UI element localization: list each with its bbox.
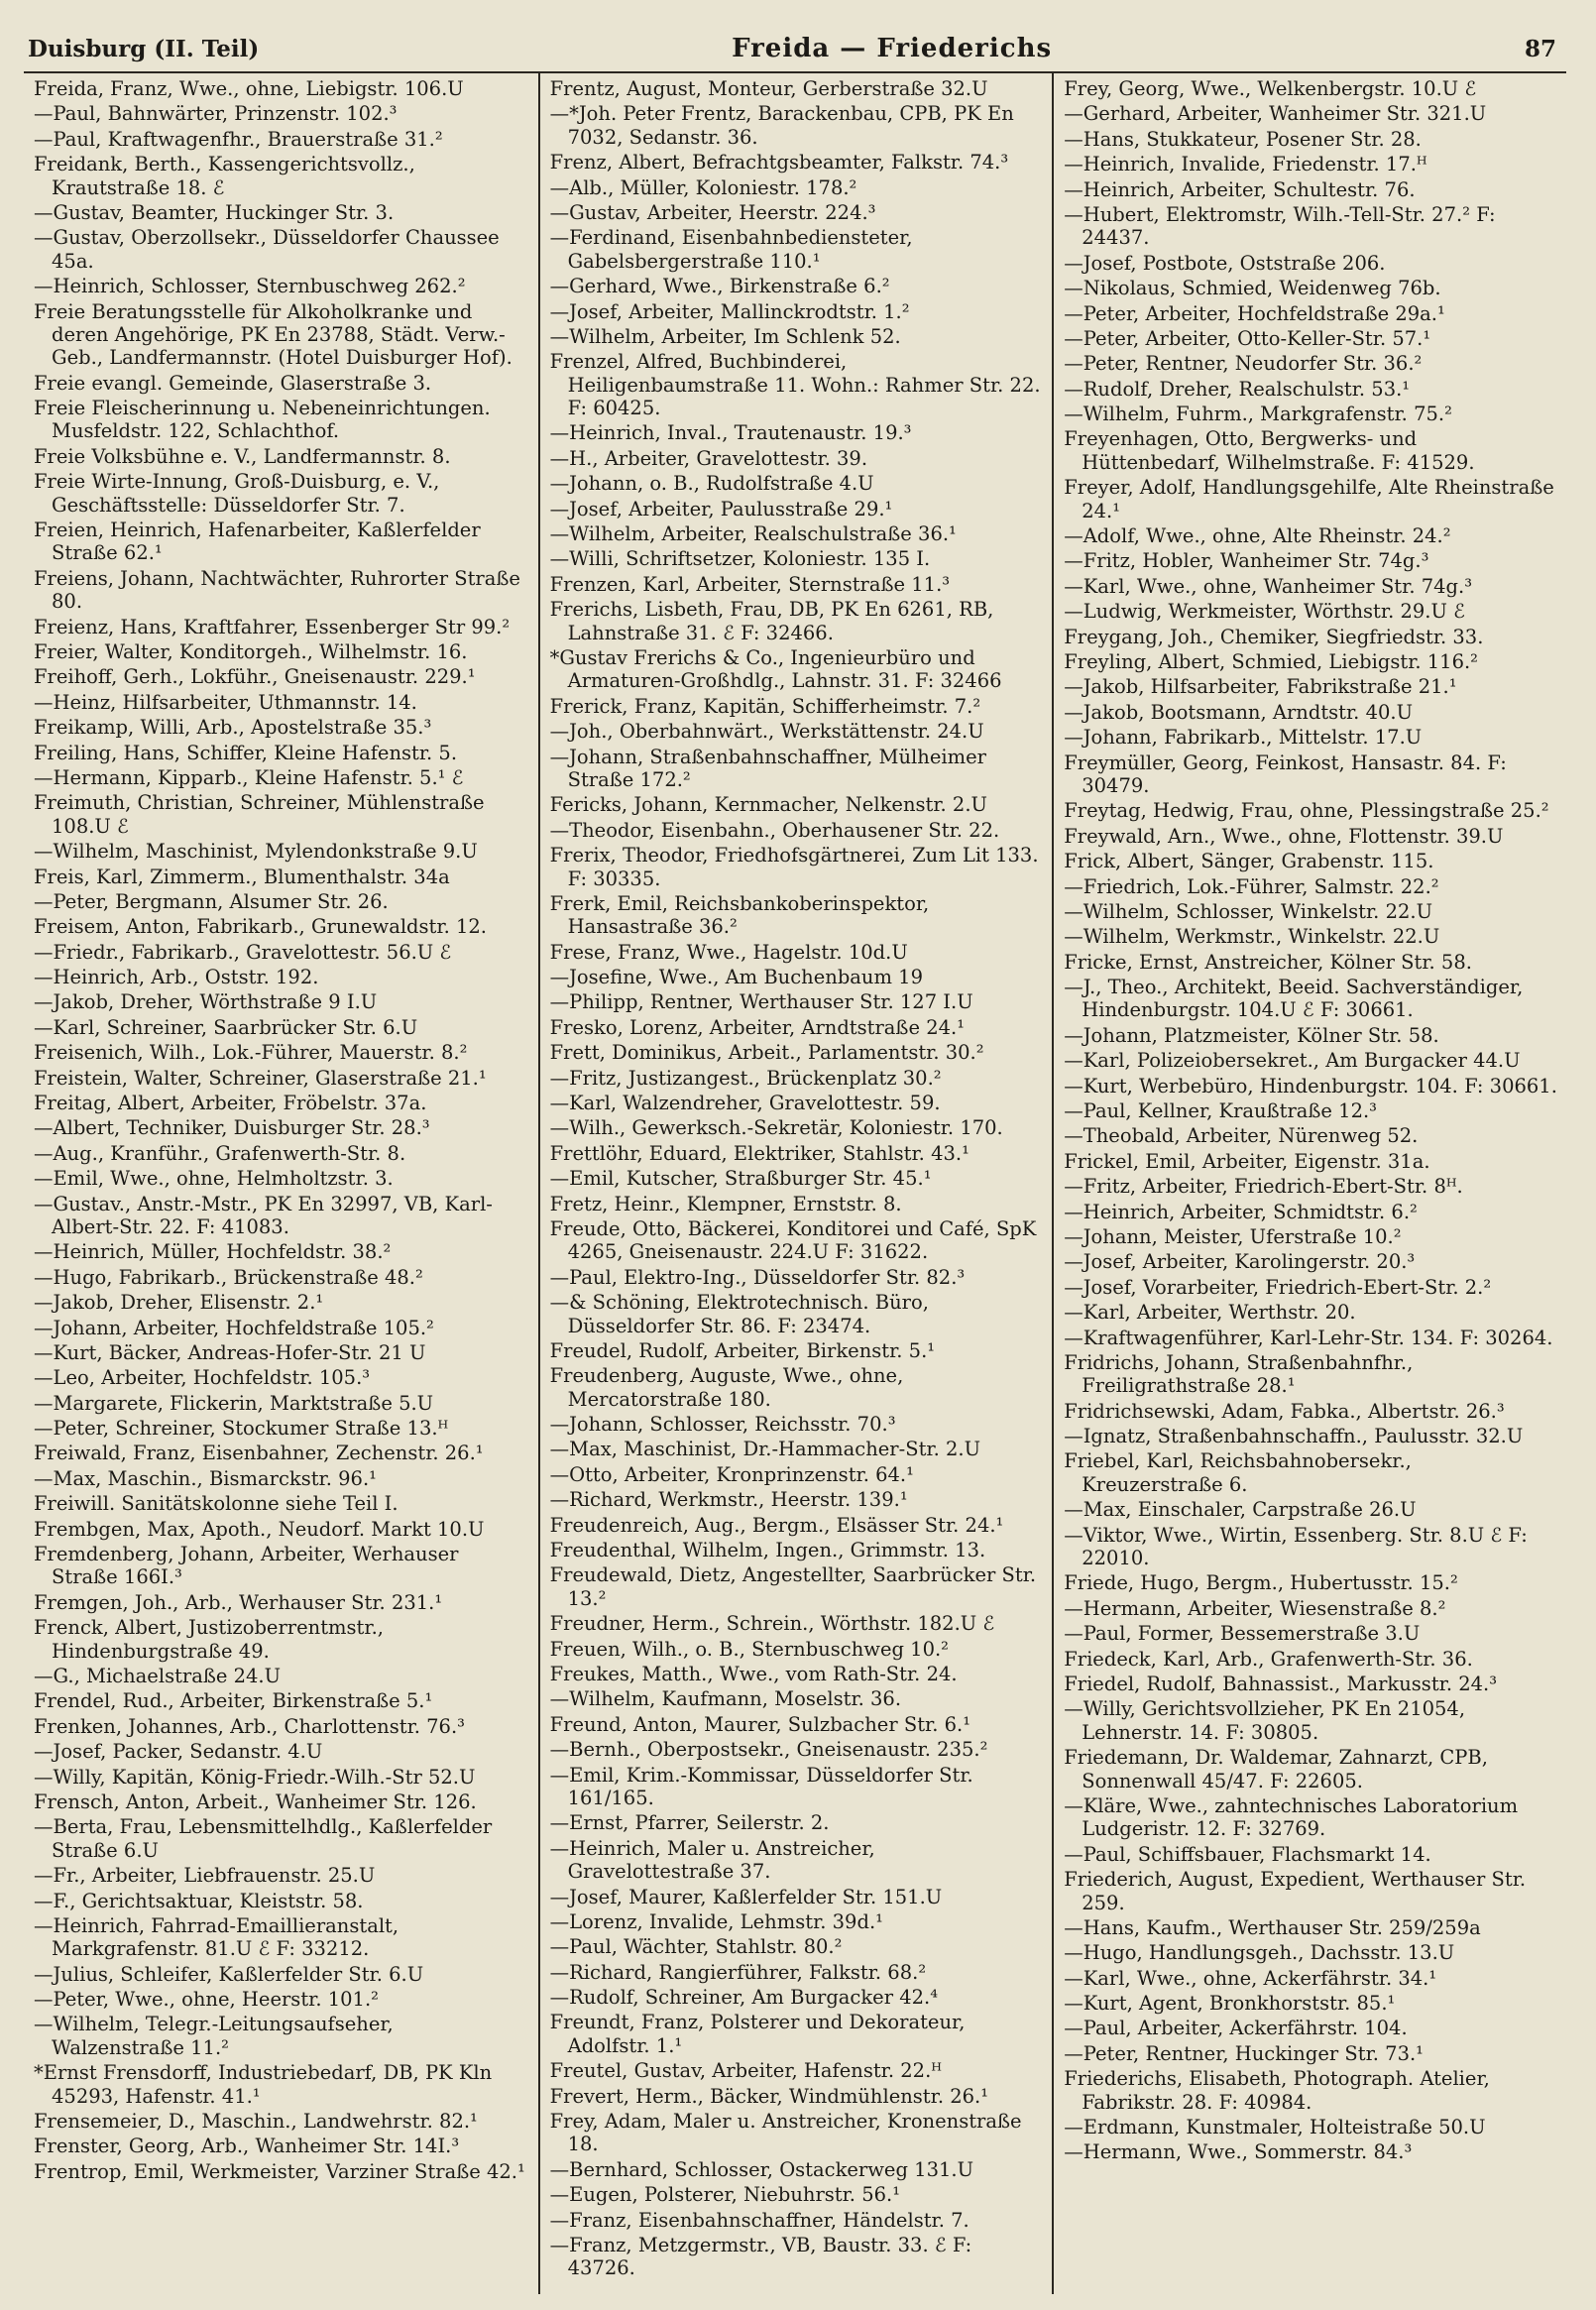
directory-entry: —Paul, Kraftwagenfhr., Brauerstraße 31.² [34, 127, 443, 151]
directory-entry: —Leo, Arbeiter, Hochfeldstr. 105.³ [34, 1366, 371, 1390]
directory-entry: Freidank, Berth., Kassengerichtsvollz., Krautstraße 18. ℰ [34, 153, 415, 199]
directory-entry: —Josef, Maurer, Kaßlerfelder Str. 151.U [549, 1885, 943, 1908]
directory-entry: —F., Gerichtsaktuar, Kleiststr. 58. [34, 1889, 364, 1912]
directory-entry: Freywald, Arn., Wwe., ohne, Flottenstr. 39.U [1064, 824, 1504, 848]
directory-entry: —Richard, Rangierführer, Falkstr. 68.² [549, 1960, 927, 1984]
directory-entry: Fretz, Heinr., Klempner, Ernststr. 8. [549, 1192, 902, 1215]
directory-entry: Frickel, Emil, Arbeiter, Eigenstr. 31a. [1064, 1149, 1430, 1173]
directory-entry: —Heinrich, Müller, Hochfeldstr. 38.² [34, 1240, 392, 1264]
directory-entry: Frendel, Rud., Arbeiter, Birkenstraße 5.¹ [34, 1689, 433, 1713]
directory-entry: —Hermann, Wwe., Sommerstr. 84.³ [1064, 2140, 1413, 2164]
directory-entry: —Heinrich, Arbeiter, Schultestr. 76. [1064, 177, 1416, 201]
directory-entry: Fridrichs, Johann, Straßenbahnfhr., Freiligrathstraße 28.¹ [1064, 1350, 1414, 1398]
directory-entry: Frensch, Anton, Arbeit., Wanheimer Str. 126. [34, 1790, 477, 1813]
directory-entry: Friedel, Rudolf, Bahnassist., Markusstr. 24.³ [1064, 1673, 1498, 1695]
column-right [1052, 73, 1566, 2294]
directory-entry: Fridrichsewski, Adam, Fabka., Albertstr. 26.³ [1064, 1399, 1505, 1423]
directory-entry: Frentz, August, Monteur, Gerberstraße 32.U [549, 77, 988, 100]
directory-entry: Frey, Georg, Wwe., Welkenbergstr. 10.U ℰ [1064, 77, 1477, 100]
directory-entry: —Fritz, Justizangest., Brückenplatz 30.² [549, 1066, 942, 1090]
directory-entry: —Ferdinand, Eisenbahnbediensteter, Gabelsbergerstraße 110.¹ [549, 226, 913, 273]
directory-entry: —Paul, Schiffsbauer, Flachsmarkt 14. [1064, 1842, 1431, 1866]
directory-entry: —Josefine, Wwe., Am Buchenbaum 19 [549, 966, 923, 989]
directory-entry: Freukes, Matth., Wwe., vom Rath-Str. 24. [549, 1663, 958, 1685]
directory-entry: —Bernh., Oberpostsekr., Gneisenaustr. 235.² [549, 1738, 988, 1762]
directory-entry: —Hans, Stukkateur, Posener Str. 28. [1064, 127, 1422, 151]
directory-entry: —Ernst, Pfarrer, Seilerstr. 2. [549, 1811, 830, 1835]
directory-entry: Fremgen, Joh., Arb., Werhauser Str. 231.¹ [34, 1590, 443, 1614]
directory-entry: —Fritz, Hobler, Wanheimer Str. 74g.³ [1064, 549, 1429, 573]
directory-entry: —Kläre, Wwe., zahntechnisches Laboratorium Ludgeristr. 12. F: 32769. [1064, 1793, 1519, 1841]
directory-entry: Freuen, Wilh., o. B., Sternbuschweg 10.² [549, 1637, 949, 1661]
directory-entry: Freutel, Gustav, Arbeiter, Hafenstr. 22.ᴴ [549, 2059, 942, 2083]
directory-entry: Frenken, Johannes, Arb., Charlottenstr. 76.³ [34, 1714, 465, 1738]
directory-entry: —Fr., Arbeiter, Liebfrauenstr. 25.U [34, 1864, 376, 1888]
directory-entry: —Karl, Walzendreher, Gravelottestr. 59. [549, 1092, 941, 1115]
directory-entry: —Josef, Arbeiter, Paulusstraße 29.¹ [549, 497, 893, 520]
directory-entry: —Rudolf, Schreiner, Am Burgacker 42.⁴ [549, 1986, 939, 2010]
directory-entry: Friebel, Karl, Reichsbahnobersekr., Kreuzerstraße 6. [1064, 1449, 1412, 1496]
directory-entry: Freiwill. Sanitätskolonne siehe Teil I. [34, 1492, 399, 1516]
directory-entry: —Hermann, Arbeiter, Wiesenstraße 8.² [1064, 1596, 1446, 1620]
directory-entry: —Fritz, Arbeiter, Friedrich-Ebert-Str. 8ᴴ. [1064, 1175, 1463, 1199]
directory-entry: —Lorenz, Invalide, Lehmstr. 39d.¹ [549, 1909, 883, 1933]
directory-entry: Friederich, August, Expedient, Werthauser Str. 259. [1064, 1868, 1527, 1914]
directory-entry: —Johann, Straßenbahnschaffner, Mülheimer Straße 172.² [549, 745, 986, 791]
directory-entry: —Wilhelm, Arbeiter, Im Schlenk 52. [549, 324, 901, 348]
directory-entry: Freudewald, Dietz, Angestellter, Saarbrücker Str. 13.² [549, 1563, 1037, 1610]
directory-entry: Freudner, Herm., Schrein., Wörthstr. 182.U ℰ [549, 1612, 995, 1636]
directory-entry: Freisenich, Wilh., Lok.-Führer, Mauerstr. 8.² [34, 1041, 468, 1065]
directory-entry: *Ernst Frensdorff, Industriebedarf, DB, PK Kln 45293, Hafenstr. 41.¹ [34, 2061, 493, 2108]
directory-entry: —Emil, Wwe., ohne, Helmholtzstr. 3. [34, 1167, 394, 1191]
directory-entry: Freiwald, Franz, Eisenbahner, Zechenstr. 26.¹ [34, 1442, 484, 1465]
directory-entry: Fricke, Ernst, Anstreicher, Kölner Str. 58. [1064, 950, 1472, 974]
directory-entry: —Ignatz, Straßenbahnschaffn., Paulusstr. 32.U [1064, 1425, 1524, 1448]
directory-entry: Freytag, Hedwig, Frau, ohne, Plessingstraße 25.² [1064, 799, 1549, 823]
directory-entry: —Franz, Eisenbahnschaffner, Händelstr. 7. [549, 2208, 969, 2232]
directory-entry: —Heinrich, Arb., Oststr. 192. [34, 966, 319, 989]
directory-entry: —Wilhelm, Schlosser, Winkelstr. 22.U [1064, 899, 1433, 923]
directory-entry: —Hans, Kaufm., Werthauser Str. 259/259a [1064, 1915, 1481, 1939]
directory-entry: —Johann, Fabrikarb., Mittelstr. 17.U [1064, 726, 1423, 750]
directory-entry: —Ludwig, Werkmeister, Wörthstr. 29.U ℰ [1064, 600, 1465, 624]
directory-entry: —Jakob, Dreher, Wörthstraße 9 I.U [34, 990, 378, 1014]
directory-entry: —Johann, Platzmeister, Kölner Str. 58. [1064, 1023, 1439, 1047]
directory-entry: *Gustav Frerichs & Co., Ingenieurbüro und Armaturen-Großhdlg., Lahnstr. 31. F: 32466 [549, 645, 1002, 693]
directory-entry: —Max, Einschaler, Carpstraße 26.U [1064, 1498, 1417, 1522]
directory-entry: —Theobald, Arbeiter, Nürenweg 52. [1064, 1124, 1419, 1148]
directory-entry: —Paul, Wächter, Stahlstr. 80.² [549, 1935, 843, 1959]
directory-entry: Friede, Hugo, Bergm., Hubertusstr. 15.² [1064, 1571, 1458, 1595]
directory-entry: —Willy, Kapitän, König-Friedr.-Wilh.-Str 52.U [34, 1765, 476, 1789]
directory-entry: Freygang, Joh., Chemiker, Siegfriedstr. 33. [1064, 625, 1484, 648]
directory-entry: Freie Wirte-Innung, Groß-Duisburg, e. V., Geschäftsstelle: Düsseldorfer Str. 7. [34, 470, 440, 517]
directory-entry: —Kurt, Agent, Bronkhorststr. 85.¹ [1064, 1992, 1396, 2016]
directory-entry: —Aug., Kranführ., Grafenwerth-Str. 8. [34, 1141, 406, 1165]
directory-entry: Freitag, Albert, Arbeiter, Fröbelstr. 37a. [34, 1092, 427, 1115]
directory-entry: —Willi, Schriftsetzer, Koloniestr. 135 I. [549, 547, 931, 571]
directory-entry: —Johann, Schlosser, Reichsstr. 70.³ [549, 1413, 896, 1437]
directory-entry: Freyling, Albert, Schmied, Liebigstr. 116.² [1064, 649, 1479, 673]
directory-entry: —Paul, Arbeiter, Ackerfährstr. 104. [1064, 2017, 1408, 2040]
directory-entry: —Gustav, Oberzollsekr., Düsseldorfer Chaussee 45a. [34, 226, 500, 273]
directory-entry: —Paul, Former, Bessemerstraße 3.U [1064, 1622, 1421, 1646]
directory-entry: —Bernhard, Schlosser, Ostackerweg 131.U [549, 2157, 974, 2181]
directory-entry: —Jakob, Dreher, Elisenstr. 2.¹ [34, 1291, 324, 1315]
directory-entry: Freudenberg, Auguste, Wwe., ohne, Mercatorstraße 180. [549, 1364, 904, 1411]
directory-entry: —Adolf, Wwe., ohne, Alte Rheinstr. 24.² [1064, 524, 1451, 548]
directory-entry: —Wilhelm, Maschinist, Mylendonkstraße 9.U [34, 840, 478, 864]
directory-entry: —Peter, Rentner, Huckinger Str. 73.¹ [1064, 2041, 1424, 2065]
directory-entry: Frenster, Georg, Arb., Wanheimer Str. 14I.³ [34, 2135, 460, 2158]
directory-entry: —Otto, Arbeiter, Kronprinzenstr. 64.¹ [549, 1462, 914, 1486]
directory-entry: Freida, Franz, Wwe., ohne, Liebigstr. 106.U [34, 77, 464, 100]
running-head-city: Duisburg (II. Teil) [28, 36, 260, 62]
directory-entry: Fresko, Lorenz, Arbeiter, Arndtstraße 24.¹ [549, 1015, 966, 1039]
directory-entry: —Peter, Rentner, Neudorfer Str. 36.² [1064, 352, 1423, 376]
directory-entry: —Karl, Wwe., ohne, Ackerfährstr. 34.¹ [1064, 1966, 1437, 1990]
directory-entry: —Gustav, Beamter, Huckinger Str. 3. [34, 200, 395, 224]
directory-entry: Frentrop, Emil, Werkmeister, Varziner Straße 42.¹ [34, 2159, 525, 2183]
directory-entry: —Heinrich, Invalide, Friedenstr. 17.ᴴ [1064, 153, 1427, 176]
directory-entry: —Karl, Arbeiter, Werthstr. 20. [1064, 1301, 1356, 1325]
directory-entry: Freis, Karl, Zimmerm., Blumenthalstr. 34a [34, 865, 450, 888]
directory-entry: —Margarete, Flickerin, Marktstraße 5.U [34, 1391, 434, 1415]
directory-entry: —Hubert, Elektromstr, Wilh.-Tell-Str. 27.² F: 24437. [1064, 202, 1496, 250]
directory-entry: —Johann, Meister, Uferstraße 10.² [1064, 1224, 1402, 1248]
directory-entry: —Wilhelm, Arbeiter, Realschulstraße 36.¹ [549, 522, 957, 546]
directory-entry: Fremdenberg, Johann, Arbeiter, Werhauser Straße 166I.³ [34, 1543, 459, 1589]
directory-entry: Frettlöhr, Eduard, Elektriker, Stahlstr. 43.¹ [549, 1141, 969, 1165]
directory-entry: Freihoff, Gerh., Lokführ., Gneisenaustr. 229.¹ [34, 665, 476, 689]
directory-entry: —Gerhard, Arbeiter, Wanheimer Str. 321.U [1064, 102, 1487, 126]
page-number: 87 [1524, 36, 1556, 62]
directory-entry: Frenzel, Alfred, Buchbinderei, Heiligenbaumstraße 11. Wohn.: Rahmer Str. 22. F: 60425. [549, 350, 1041, 420]
directory-entry: Freistein, Walter, Schreiner, Glaserstraße 21.¹ [34, 1066, 487, 1090]
directory-entry: —H., Arbeiter, Gravelottestr. 39. [549, 446, 868, 470]
directory-entry: Freundt, Franz, Polsterer und Dekorateur, Adolfstr. 1.¹ [549, 2011, 966, 2057]
page-header [24, 34, 1566, 73]
directory-entry: —Max, Maschin., Bismarckstr. 96.¹ [34, 1466, 377, 1490]
directory-entry: Frerix, Theodor, Friedhofsgärtnerei, Zum Lit 133. F: 30335. [549, 844, 1039, 890]
directory-entry: Frensemeier, D., Maschin., Landwehrstr. 82.¹ [34, 2110, 478, 2134]
directory-entry: —Albert, Techniker, Duisburger Str. 28.³ [34, 1116, 430, 1140]
directory-entry: —Kurt, Bäcker, Andreas-Hofer-Str. 21 U [34, 1340, 426, 1364]
directory-entry: —Paul, Kellner, Kraußtraße 12.³ [1064, 1099, 1377, 1123]
directory-entry: —Joh., Oberbahnwärt., Werkstättenstr. 24.U [549, 720, 984, 744]
directory-entry: Frevert, Herm., Bäcker, Windmühlenstr. 26.¹ [549, 2084, 989, 2108]
directory-entry: Freudenthal, Wilhelm, Ingen., Grimmstr. 13. [549, 1539, 986, 1562]
directory-entry: Freiling, Hans, Schiffer, Kleine Hafenstr. 5. [34, 741, 458, 764]
directory-entry: Freyenhagen, Otto, Bergwerks- und Hüttenbedarf, Wilhelmstraße. F: 41529. [1064, 427, 1475, 474]
directory-entry: —Franz, Metzgermstr., VB, Baustr. 33. ℰ F: 43726. [549, 2233, 972, 2280]
directory-entry: —Kurt, Werbebüro, Hindenburgstr. 104. F: 30661. [1064, 1074, 1557, 1097]
directory-entry: —Karl, Schreiner, Saarbrücker Str. 6.U [34, 1015, 418, 1039]
directory-entry: —Hugo, Handlungsgeh., Dachsstr. 13.U [1064, 1941, 1455, 1965]
directory-entry: Fericks, Johann, Kernmacher, Nelkenstr. 2.U [549, 793, 987, 817]
directory-entry: —Friedr., Fabrikarb., Gravelottestr. 56.U ℰ [34, 940, 452, 964]
directory-entry: —Johann, Arbeiter, Hochfeldstraße 105.² [34, 1316, 434, 1339]
directory-entry: Freund, Anton, Maurer, Sulzbacher Str. 6.¹ [549, 1712, 971, 1736]
directory-entry: —Rudolf, Dreher, Realschulstr. 53.¹ [1064, 377, 1411, 401]
directory-entry: —Hermann, Kipparb., Kleine Hafenstr. 5.¹ ℰ [34, 765, 464, 789]
directory-columns [24, 73, 1566, 2294]
directory-entry: Freie Beratungsstelle für Alkoholkranke und deren Angehörige, PK En 23788, Städt. Verw.-Geb., Landfermannstr. (Hotel Duisburger Hof). [34, 299, 513, 370]
directory-entry: —Philipp, Rentner, Werthauser Str. 127 I.U [549, 990, 973, 1014]
directory-entry: —Peter, Arbeiter, Otto-Keller-Str. 57.¹ [1064, 326, 1431, 350]
directory-entry: Friederichs, Elisabeth, Photograph. Atelier, Fabrikstr. 28. F: 40984. [1064, 2067, 1490, 2114]
directory-entry: Freymüller, Georg, Feinkost, Hansastr. 84. F: 30479. [1064, 751, 1507, 797]
directory-entry: Frey, Adam, Maler u. Anstreicher, Kronenstraße 18. [549, 2110, 1022, 2156]
directory-entry: —Wilhelm, Werkmstr., Winkelstr. 22.U [1064, 925, 1440, 949]
directory-entry: —Kraftwagenführer, Karl-Lehr-Str. 134. F: 30264. [1064, 1326, 1553, 1349]
running-head-range: Freida — Friederichs [732, 34, 1053, 63]
directory-entry: Freie Volksbühne e. V., Landfermannstr. 8. [34, 444, 451, 468]
directory-entry: —Josef, Arbeiter, Karolingerstr. 20.³ [1064, 1250, 1416, 1274]
directory-entry: —Josef, Vorarbeiter, Friedrich-Ebert-Str. 2.² [1064, 1275, 1492, 1299]
directory-entry: Frerichs, Lisbeth, Frau, DB, PK En 6261, RB, Lahnstraße 31. ℰ F: 32466. [549, 598, 994, 644]
directory-entry: Frembgen, Max, Apoth., Neudorf. Markt 10.U [34, 1517, 485, 1541]
directory-entry: —& Schöning, Elektrotechnisch. Büro, Düsseldorfer Str. 86. F: 23474. [549, 1291, 929, 1337]
directory-entry: —Peter, Wwe., ohne, Heerstr. 101.² [34, 1988, 379, 2012]
directory-entry: —Wilh., Gewerksch.-Sekretär, Koloniestr. 170. [549, 1116, 1003, 1140]
directory-entry: Freisem, Anton, Fabrikarb., Grunewaldstr. 12. [34, 915, 487, 939]
directory-entry: —Willy, Gerichtsvollzieher, PK En 21054, Lehnerstr. 14. F: 30805. [1064, 1697, 1466, 1744]
directory-entry: —Heinrich, Fahrrad-Emaillieranstalt, Markgrafenstr. 81.U ℰ F: 33212. [34, 1913, 399, 1961]
column-middle [538, 73, 1053, 2294]
directory-entry: —Wilhelm, Telegr.-Leitungsaufseher, Walzenstraße 11.² [34, 2013, 394, 2059]
directory-entry: —Heinrich, Arbeiter, Schmidtstr. 6.² [1064, 1200, 1418, 1223]
directory-entry: —J., Theo., Architekt, Beeid. Sachverständiger, Hindenburgstr. 104.U ℰ F: 30661. [1064, 976, 1524, 1022]
directory-entry: —Emil, Krim.-Kommissar, Düsseldorfer Str. 161/165. [549, 1763, 973, 1809]
directory-entry: —G., Michaelstraße 24.U [34, 1665, 282, 1687]
directory-entry: Frenck, Albert, Justizoberrentmstr., Hindenburgstraße 49. [34, 1616, 384, 1663]
directory-entry: Freie evangl. Gemeinde, Glaserstraße 3. [34, 371, 432, 395]
directory-entry: Frese, Franz, Wwe., Hagelstr. 10d.U [549, 940, 908, 964]
directory-entry: —Richard, Werkmstr., Heerstr. 139.¹ [549, 1488, 908, 1512]
directory-entry: —Peter, Schreiner, Stockumer Straße 13.ᴴ [34, 1417, 449, 1441]
directory-entry: —Theodor, Eisenbahn., Oberhausener Str. 22. [549, 818, 1000, 842]
directory-entry: —Nikolaus, Schmied, Weidenweg 76b. [1064, 277, 1441, 300]
directory-entry: —Eugen, Polsterer, Niebuhrstr. 56.¹ [549, 2183, 901, 2207]
directory-entry: —Julius, Schleifer, Kaßlerfelder Str. 6.U [34, 1962, 424, 1986]
directory-entry: Frick, Albert, Sänger, Grabenstr. 115. [1064, 850, 1434, 873]
directory-entry: —Friedrich, Lok.-Führer, Salmstr. 22.² [1064, 874, 1439, 898]
directory-entry: Freudel, Rudolf, Arbeiter, Birkenstr. 5.¹ [549, 1338, 936, 1362]
directory-entry: —Hugo, Fabrikarb., Brückenstraße 48.² [34, 1265, 423, 1289]
directory-entry: —Emil, Kutscher, Straßburger Str. 45.¹ [549, 1167, 932, 1191]
directory-entry: Freudenreich, Aug., Bergm., Elsässer Str. 24.¹ [549, 1513, 1004, 1537]
directory-entry: —Berta, Frau, Lebensmittelhdlg., Kaßlerfelder Straße 6.U [34, 1815, 493, 1862]
directory-entry: Freiens, Johann, Nachtwächter, Ruhrorter Straße 80. [34, 566, 520, 614]
directory-entry: —Karl, Polizeiobersekret., Am Burgacker 44.U [1064, 1049, 1521, 1073]
directory-entry: —Johann, o. B., Rudolfstraße 4.U [549, 472, 874, 496]
directory-entry: Freienz, Hans, Kraftfahrer, Essenberger Str 99.² [34, 615, 511, 638]
directory-entry: —Karl, Wwe., ohne, Wanheimer Str. 74g.³ [1064, 574, 1473, 598]
directory-entry: —Josef, Arbeiter, Mallinckrodtstr. 1.² [549, 299, 910, 323]
directory-entry: —Heinz, Hilfsarbeiter, Uthmannstr. 14. [34, 690, 417, 714]
directory-entry: Freikamp, Willi, Arb., Apostelstraße 35.³ [34, 716, 432, 740]
directory-entry: —Paul, Bahnwärter, Prinzenstr. 102.³ [34, 102, 398, 126]
directory-entry: —Peter, Bergmann, Alsumer Str. 26. [34, 889, 389, 913]
directory-entry: Freien, Heinrich, Hafenarbeiter, Kaßlerfelder Straße 62.¹ [34, 519, 481, 565]
directory-entry: Freude, Otto, Bäckerei, Konditorei und Café, SpK 4265, Gneisenaustr. 224.U F: 31622. [549, 1216, 1037, 1264]
directory-entry: —Wilhelm, Kaufmann, Moselstr. 36. [549, 1687, 902, 1711]
directory-entry: —Erdmann, Kunstmaler, Holteistraße 50.U [1064, 2116, 1486, 2139]
directory-entry: Friedeck, Karl, Arb., Grafenwerth-Str. 36. [1064, 1647, 1473, 1671]
directory-entry: —Peter, Arbeiter, Hochfeldstraße 29a.¹ [1064, 301, 1445, 325]
directory-entry: —Gustav, Arbeiter, Heerstr. 224.³ [549, 200, 876, 224]
directory-entry: —Josef, Packer, Sedanstr. 4.U [34, 1740, 323, 1764]
directory-entry: Frerk, Emil, Reichsbankoberinspektor, Hansastraße 36.² [549, 891, 930, 939]
directory-entry: Frett, Dominikus, Arbeit., Parlamentstr. 30.² [549, 1041, 984, 1065]
directory-entry: —*Joh. Peter Frentz, Barackenbau, CPB, PK En 7032, Sedanstr. 36. [549, 102, 1014, 149]
directory-entry: Freyer, Adolf, Handlungsgehilfe, Alte Rheinstraße 24.¹ [1064, 476, 1554, 522]
directory-entry: —Heinrich, Maler u. Anstreicher, Gravelottestraße 37. [549, 1836, 875, 1884]
directory-entry: —Jakob, Bootsmann, Arndtstr. 40.U [1064, 700, 1414, 724]
directory-entry: —Jakob, Hilfsarbeiter, Fabrikstraße 21.¹ [1064, 675, 1457, 699]
directory-entry: Frenzen, Karl, Arbeiter, Sternstraße 11.³ [549, 572, 951, 596]
directory-entry: Friedemann, Dr. Waldemar, Zahnarzt, CPB, Sonnenwall 45/47. F: 22605. [1064, 1746, 1488, 1792]
directory-entry: —Max, Maschinist, Dr.-Hammacher-Str. 2.U [549, 1438, 981, 1461]
directory-entry: —Paul, Elektro-Ing., Düsseldorfer Str. 82.³ [549, 1265, 966, 1289]
directory-entry: —Gerhard, Wwe., Birkenstraße 6.² [549, 275, 890, 298]
directory-entry: Freier, Walter, Konditorgeh., Wilhelmstr. 16. [34, 639, 468, 663]
directory-entry: —Josef, Postbote, Oststraße 206. [1064, 251, 1386, 275]
directory-entry: Frerick, Franz, Kapitän, Schifferheimstr. 7.² [549, 694, 981, 718]
directory-entry: —Viktor, Wwe., Wirtin, Essenberg. Str. 8.U ℰ F: 22010. [1064, 1523, 1528, 1570]
directory-entry: Freie Fleischerinnung u. Nebeneinrichtungen. Musfeldstr. 122, Schlachthof. [34, 397, 491, 443]
directory-entry: Frenz, Albert, Befrachtgsbeamter, Falkstr. 74.³ [549, 151, 1009, 174]
directory-entry: —Heinrich, Inval., Trautenaustr. 19.³ [549, 421, 912, 445]
directory-entry: —Heinrich, Schlosser, Sternbuschweg 262.² [34, 275, 466, 298]
directory-entry: —Alb., Müller, Koloniestr. 178.² [549, 175, 857, 199]
column-left [24, 73, 538, 2294]
directory-entry: Freimuth, Christian, Schreiner, Mühlenstraße 108.U ℰ [34, 791, 485, 838]
directory-entry: —Gustav., Anstr.-Mstr., PK En 32997, VB, Karl-Albert-Str. 22. F: 41083. [34, 1192, 493, 1238]
directory-entry: —Wilhelm, Fuhrm., Markgrafenstr. 75.² [1064, 403, 1452, 426]
